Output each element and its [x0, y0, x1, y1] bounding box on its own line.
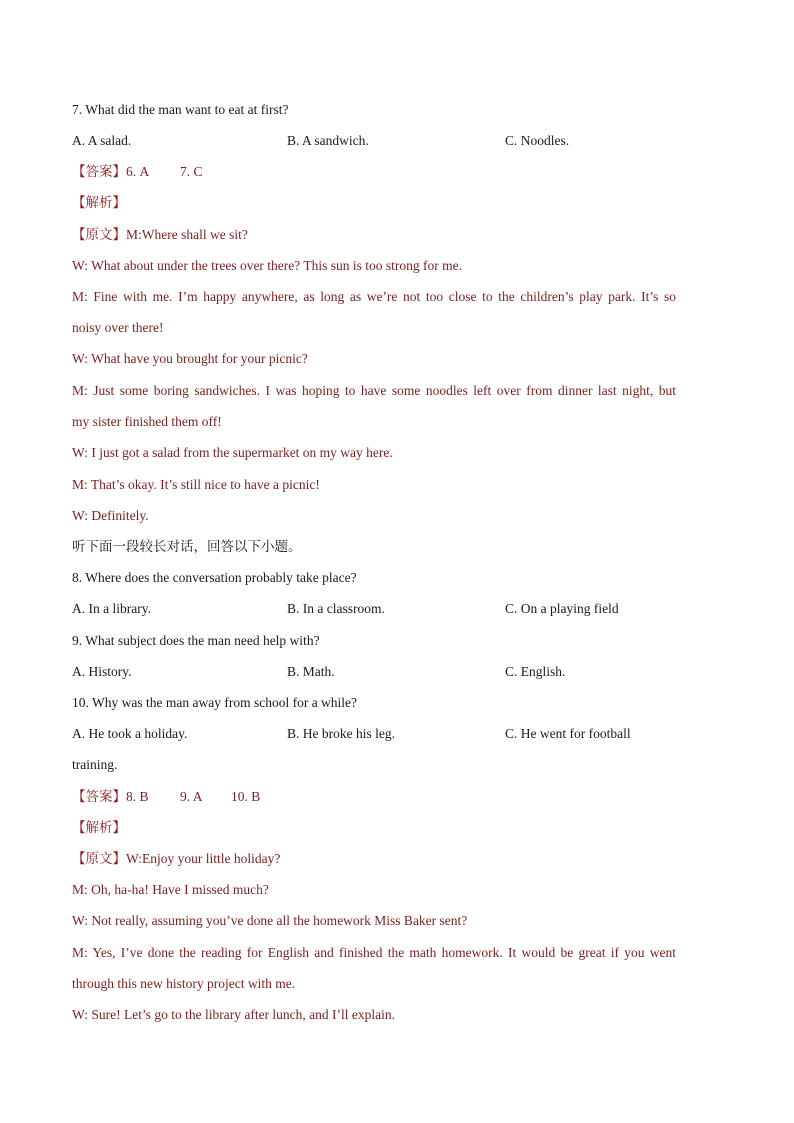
option-c-continuation: training.	[72, 757, 118, 772]
answer-item: 7. C	[180, 164, 203, 179]
transcript-line: through this new history project with me.	[72, 976, 296, 991]
transcript-line: M: Fine with me. I’m happy anywhere, as long as we’re not too close to the children’s play park. It’s so	[72, 289, 676, 304]
transcript-label: 【原文】	[72, 227, 126, 243]
option-c: C. Noodles.	[505, 133, 570, 148]
transcript-line: W: What have you brought for your picnic?	[72, 351, 308, 366]
option-c: C. English.	[505, 664, 566, 679]
option-c: C. He went for football	[505, 726, 631, 741]
answer-line-1	[72, 163, 676, 181]
option-b: B. Math.	[287, 664, 335, 679]
question-10: 10. Why was the man away from school for a while?	[72, 695, 358, 710]
question-7: 7. What did the man want to eat at first?	[72, 102, 289, 117]
analysis-heading-2	[72, 819, 676, 837]
transcript-label: 【原文】	[72, 851, 126, 867]
transcript-line: noisy over there!	[72, 320, 164, 335]
answer-line-2	[72, 788, 676, 806]
section-instruction: 听下面一段较长对话，回答以下小题。	[72, 539, 302, 555]
transcript-line: W: I just got a salad from the supermarket on my way here.	[72, 445, 393, 460]
answer-item: 8. B	[126, 789, 149, 804]
analysis-label: 【解析】	[72, 820, 126, 836]
option-a: A. History.	[72, 664, 132, 679]
option-b: B. A sandwich.	[287, 133, 369, 148]
transcript-line: W: Not really, assuming you’ve done all the homework Miss Baker sent?	[72, 913, 468, 928]
transcript-line: M: That’s okay. It’s still nice to have a picnic!	[72, 477, 320, 492]
option-b: B. In a classroom.	[287, 601, 385, 616]
transcript-line: my sister finished them off!	[72, 414, 222, 429]
transcript-line: M: Just some boring sandwiches. I was hoping to have some noodles left over from dinner last night, but	[72, 383, 676, 398]
analysis-label: 【解析】	[72, 195, 126, 211]
transcript-line: W: What about under the trees over there? This sun is too strong for me.	[72, 258, 463, 273]
transcript-line: W: Definitely.	[72, 508, 149, 523]
answer-item: 10. B	[231, 789, 261, 804]
question-9: 9. What subject does the man need help with?	[72, 633, 320, 648]
transcript-line	[72, 226, 676, 244]
analysis-heading-1	[72, 194, 676, 212]
transcript-line: M: Yes, I’ve done the reading for English and finished the math homework. It would be great if you went	[72, 945, 676, 960]
question-8: 8. Where does the conversation probably take place?	[72, 570, 357, 585]
transcript-line: W: Sure! Let’s go to the library after lunch, and I’ll explain.	[72, 1007, 396, 1022]
answer-label: 【答案】	[72, 789, 126, 805]
option-c: C. On a playing field	[505, 601, 619, 616]
transcript-line: M: Oh, ha-ha! Have I missed much?	[72, 882, 269, 897]
option-b: B. He broke his leg.	[287, 726, 395, 741]
option-a: A. In a library.	[72, 601, 151, 616]
answer-item: 9. A	[180, 789, 203, 804]
transcript-first: M:Where shall we sit?	[126, 227, 248, 242]
answer-label: 【答案】	[72, 164, 126, 180]
option-a: A. A salad.	[72, 133, 132, 148]
transcript-line	[72, 850, 676, 868]
transcript-first: W:Enjoy your little holiday?	[126, 851, 281, 866]
option-a: A. He took a holiday.	[72, 726, 188, 741]
answer-item: 6. A	[126, 164, 150, 179]
